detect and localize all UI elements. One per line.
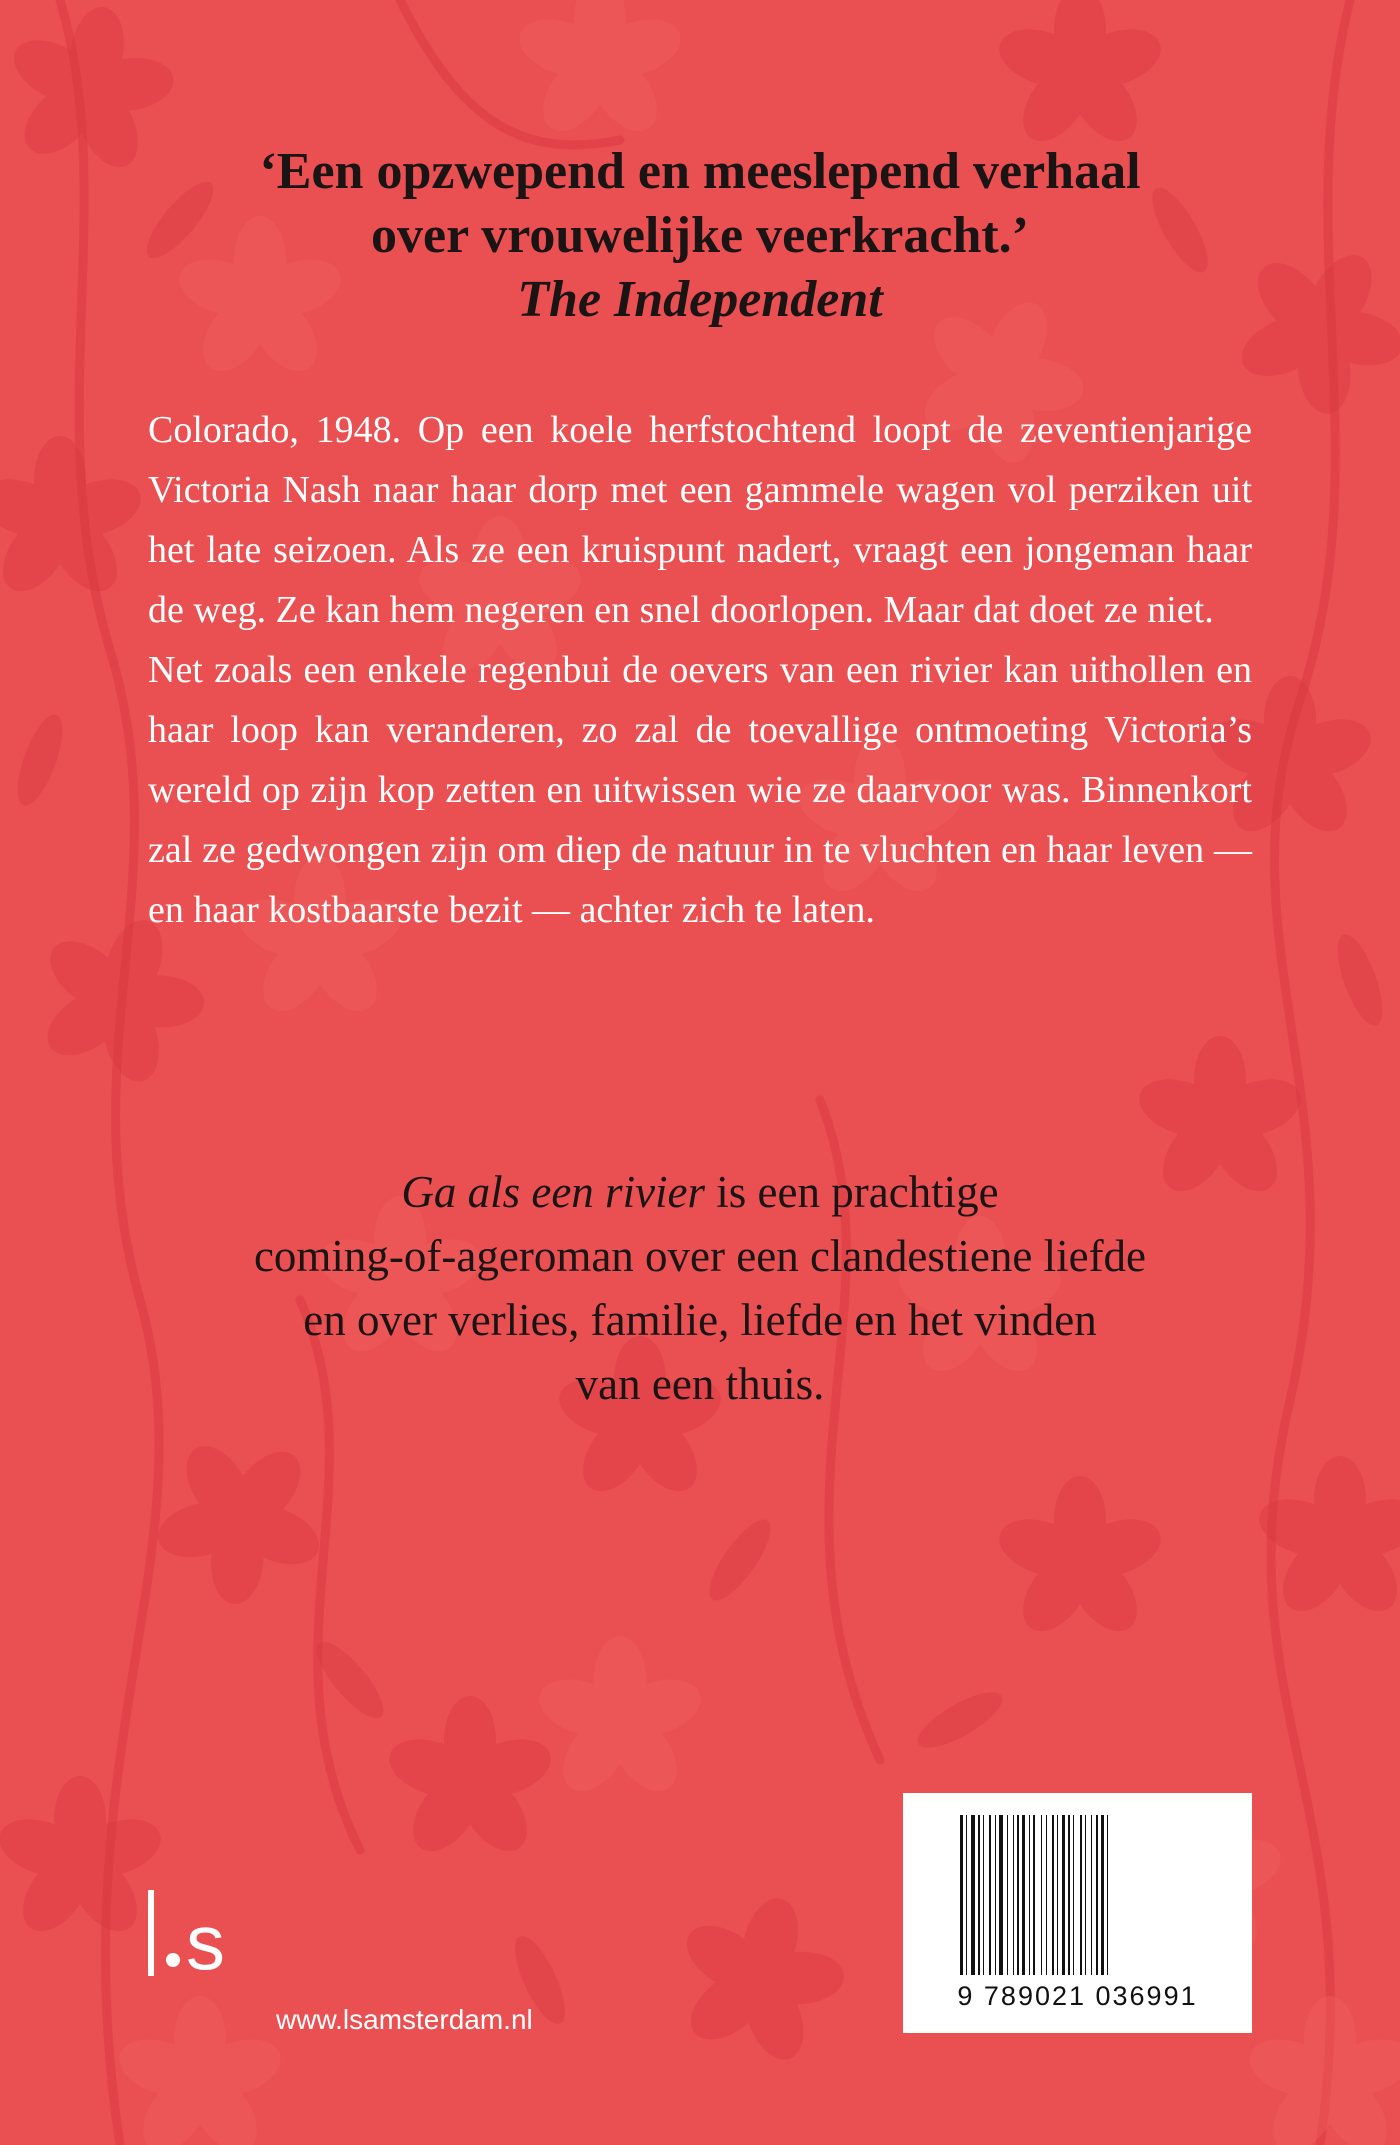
tagline-line-1-rest: is een prachtige xyxy=(705,1167,999,1217)
tagline-line-2: coming-of-ageroman over een clandestiene liefde xyxy=(253,1231,1147,1281)
tagline xyxy=(148,1160,1252,1416)
synopsis-paragraph-2: Net zoals een enkele regenbui de oevers van een rivier kan uithollen en haar loop kan veranderen, zo zal de toevallige ontmoeting Victoria’s wereld op zijn kop zetten en uitwissen wie ze daarvoor was. Binnenkort zal ze gedwongen zijn om diep de natuur in te vluchten en haar leven — en haar kostbaarste bezit — achter zich te laten. xyxy=(148,649,1252,931)
logo-bar xyxy=(148,1890,154,1976)
logo-s: s xyxy=(186,1898,225,1986)
quote-source: The Independent xyxy=(517,271,883,328)
tagline-line-1 xyxy=(148,1160,1252,1224)
isbn-number: 9 789021 036991 xyxy=(957,1981,1198,2011)
quote-line-1: ‘Een opzwepend en meeslepend verhaal xyxy=(259,143,1141,200)
quote-line-2: over vrouwelijke veerkracht.’ xyxy=(371,207,1029,264)
logo-dot xyxy=(166,1953,180,1967)
barcode xyxy=(903,1793,1252,2033)
tagline-line-3: en over verlies, familie, liefde en het vinden xyxy=(303,1295,1097,1345)
ls-logo-icon xyxy=(148,1890,248,1986)
review-quote xyxy=(110,140,1290,332)
synopsis xyxy=(148,400,1252,940)
synopsis-paragraph-1: Colorado, 1948. Op een koele herfstochtend loopt de zeventienjarige Victoria Nash naar haar dorp met een gammele wagen vol perziken uit het late seizoen. Als ze een kruispunt nadert, vraagt een jongeman haar de weg. Ze kan hem negeren en snel doorlopen. Maar dat doet ze niet. xyxy=(148,409,1252,631)
barcode-bars xyxy=(958,1815,1197,1975)
tagline-line-4: van een thuis. xyxy=(575,1359,825,1409)
publisher-website-link[interactable]: www.lsamsterdam.nl xyxy=(276,2004,533,2035)
book-title: Ga als een rivier xyxy=(401,1167,706,1217)
